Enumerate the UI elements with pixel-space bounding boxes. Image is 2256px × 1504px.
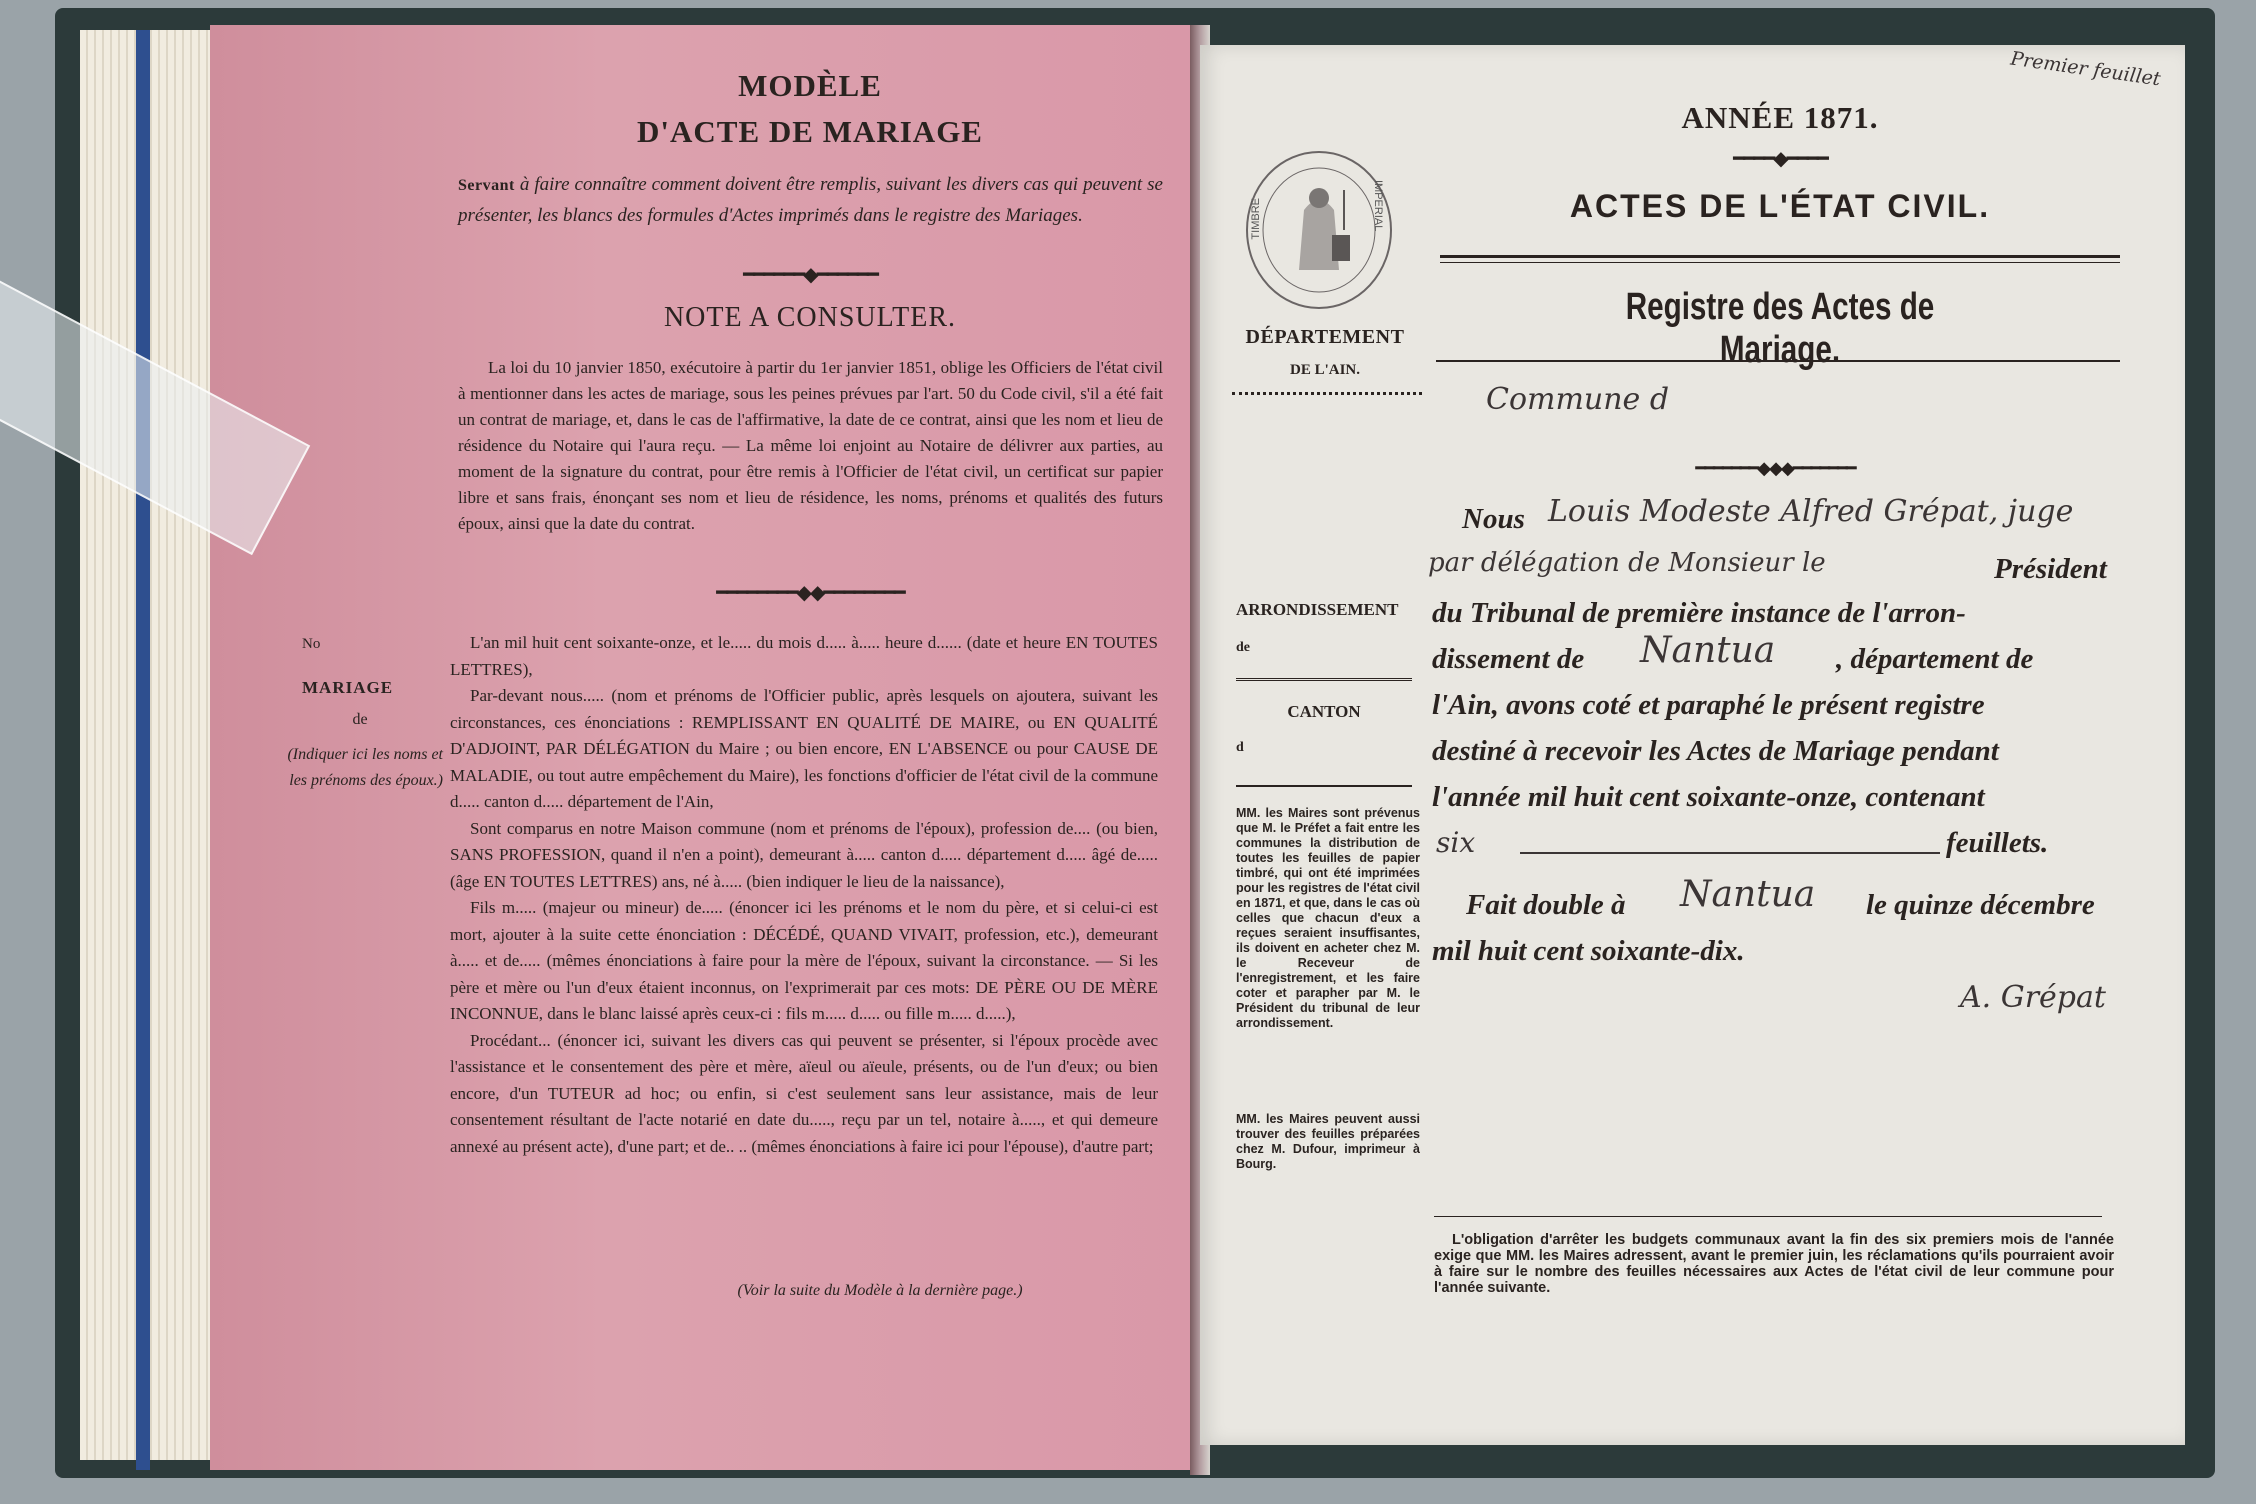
model-paragraphs — [450, 630, 1158, 1160]
margin-de: de — [352, 711, 368, 728]
bookmark-ribbon — [136, 30, 150, 1470]
departement-de-label: , département de — [1836, 643, 2034, 675]
title-rule — [1436, 360, 2120, 362]
canton-d: d — [1236, 740, 1244, 755]
year-text: mil huit cent soixante-dix. — [1432, 935, 1745, 967]
ornament-rule-3: ━━━━◆━━━━ — [1733, 148, 1827, 170]
note-title: NOTE A CONSULTER. — [663, 302, 957, 333]
place-handwritten: Nantua — [1680, 874, 1816, 915]
budget-notice: L'obligation d'arrêter les budgets communaux avant la fin des six premiers mois de l'année exige que MM. les Maires adressent, avant le premier juin, les réclamations qu'ils pourraient avoir à faire sur le nombre des feuilles nécessaires aux Actes de l'état civil de leur commune pour l'année suivante. — [1434, 1232, 2114, 1296]
model-footer: (Voir la suite du Modèle à la dernière page.) — [737, 1282, 1023, 1299]
model-subtitle: Servant à faire connaître comment doivent être remplis, suivant les divers cas qui peuvent se présenter, les blancs des formules d'Actes imprimés dans le registre des Mariages. — [458, 174, 1163, 226]
header-rule — [1440, 255, 2120, 258]
printer-notice: MM. les Maires peuvent aussi trouver des feuilles préparées chez M. Dufour, imprimeur à Bourg. — [1236, 1112, 1420, 1171]
imperial-stamp — [1244, 150, 1394, 310]
model-paragraph: Fils m..... (majeur ou mineur) de..... (énoncer ici les prénoms et le nom du père, et si celui-ci est mort, ajouter à la suite cette énonciation : DÉCÉDÉ, QUAND VIVAIT, profession, etc.), demeurant à..... et de..... (mêmes énonciations à faire pour la mère de l'époux, suivant la circonstance. — Si les père et mère ou l'un d'eux étaient inconnus, on l'exprimerait par ces mots: DE PÈRE OU DE MÈRE INCONNUE, dans le blanc laissé après ceux-ci : fils m..... d..... ou fille m..... d.....), — [450, 898, 1158, 1023]
ornament-rule: ━━━━━━◆━━━━━━ — [743, 264, 877, 286]
register-year: ANNÉE 1871. — [1681, 100, 1879, 135]
nous-label: Nous — [1462, 503, 1525, 535]
president-label: Président — [1994, 553, 2107, 585]
canton-label: CANTON — [1287, 702, 1361, 721]
date-text: le quinze décembre — [1866, 889, 2095, 921]
fait-double-label: Fait double à — [1466, 889, 1626, 921]
commune-label: Commune d — [1486, 382, 1670, 417]
canton-rule — [1236, 785, 1412, 787]
note-text: La loi du 10 janvier 1850, exécutoire à partir du 1er janvier 1851, oblige les Officiers de l'état civil à mentionner dans les actes de mariage, sous les peines prévues par l'art. 50 du Code civil, s'il a été fait un contrat de mariage, et, dans le cas de l'affirmative, la date de ce contrat, ainsi que les nom et lieu de résidence du Notaire qui l'aura reçu. — La même loi enjoint au Notaire de délivrer aux parties, au moment de la signature du contrat, pour être remis à l'Officier de l'état civil, un certificat sur papier libre et sans frais, énonçant ses nom et lieu de résidence, les noms, prénoms et qualités des futurs époux, ainsi que la date du contrat. — [458, 358, 1163, 533]
model-paragraph: Par-devant nous..... (nom et prénoms de l'Officier public, après lesquels on ajoutera, suivant les circonstances, ces énonciations : REMPLISSANT EN QUALITÉ DE MAIRE, ou EN QUALITÉ D'ADJOINT, PAR DÉLÉGATION du Maire ; ou bien encore, EN L'ABSENCE ou pour CAUSE DE MALADIE, ou tout autre empêchement du Maire), les fonctions d'officier de l'état civil de la commune d..... canton d..... département de l'Ain, — [450, 686, 1158, 811]
register-title: Registre des Actes de Mariage. — [1625, 286, 1935, 371]
model-title-line2: D'ACTE DE MARIAGE — [637, 114, 983, 149]
department-label: DÉPARTEMENT — [1245, 326, 1405, 348]
header-rule-thin — [1440, 262, 2120, 263]
feuillets-label: feuillets. — [1946, 827, 2049, 859]
corner-handwritten-note: Premier feuillet — [2009, 47, 2162, 91]
ornament-rule-4: ━━━━━━━◆◆◆━━━━━━━ — [1695, 458, 1855, 478]
dissement-label: dissement de — [1432, 643, 1585, 675]
margin-mariage: MARIAGE — [302, 678, 394, 697]
arrondissement-de: de — [1236, 640, 1250, 655]
model-paragraph: Sont comparus en notre Maison commune (nom et prénoms de l'époux), profession de.... (ou bien, SANS PROFESSION, quand il n'en a point), demeurant à..... canton d..... département d..... âgé de..... (âge EN TOUTES LETTRES) ans, né à..... (bien indiquer le lieu de la naissance), — [450, 818, 1158, 891]
department-value: DE L'AIN. — [1289, 362, 1360, 378]
model-paragraph: L'an mil huit cent soixante-onze, et le..... du mois d..... à..... heure d...... (date et heure EN TOUTES LETTRES), — [450, 633, 1158, 679]
count-line — [1520, 852, 1940, 854]
arrondissement-label: ARRONDISSEMENT — [1236, 600, 1399, 619]
model-paragraph: Procédant... (énoncer ici, suivant les divers cas qui peuvent se présenter, si l'époux procède avec l'assistance et le consentement des père et mère, aïeul ou aïeule, présents, ou de l'un d'eux; ou bien encore, d'un TUTEUR ad hoc; ou enfin, si c'est seulement sans leur assistance, mais de leur consentement résultant de l'acte notarié en date du....., reçu par un tel, notaire à....., et qui demeure annexé au présent acte), d'une part; et de.. .. (mêmes énonciations à faire ici pour l'épouse), d'autre part; — [450, 1030, 1158, 1156]
signature-handwritten: A. Grépat — [1960, 980, 2106, 1015]
model-title-line1: MODÈLE — [738, 68, 882, 103]
judge-name-handwritten: Louis Modeste Alfred Grépat, juge — [1548, 494, 2074, 529]
margin-note: (Indiquer ici les noms et les prénoms des époux.) — [287, 746, 443, 789]
delegation-handwritten: par délégation de Monsieur le — [1428, 548, 1826, 578]
margin-number: No — [302, 636, 321, 652]
tribunal-line: du Tribunal de première instance de l'arron- — [1432, 597, 1966, 629]
ornament-rule-2: ━━━━━━━━◆◆━━━━━━━━ — [716, 582, 904, 604]
annee-line: l'année mil huit cent soixante-onze, contenant — [1432, 781, 1985, 813]
department-rule — [1232, 392, 1422, 395]
stamp-text-left: TIMBRE — [1250, 198, 1262, 240]
ain-line: l'Ain, avons coté et paraphé le présent registre — [1432, 689, 1985, 721]
arrondissement-rule — [1236, 678, 1412, 681]
mayors-notice: MM. les Maires sont prévenus que M. le Préfet a fait entre les communes la distribution de toutes les feuilles de papier timbré, qui ont été imprimées pour les registres de l'état civil en 1871, et que, dans le cas où celles que chacun d'eux a reçues seraient insuffisantes, ils doivent en acheter chez M. le Receveur de l'enregistrement, et les faire coter et parapher par M. le Président du tribunal de leur arrondissement. — [1236, 806, 1420, 1030]
stamp-text-right: IMPERIAL — [1372, 180, 1384, 232]
nantua-handwritten: Nantua — [1640, 630, 1776, 671]
bottom-rule — [1434, 1216, 2102, 1217]
feuillets-count-handwritten: six — [1436, 826, 1476, 859]
register-header: ACTES DE L'ÉTAT CIVIL. — [1569, 188, 1991, 224]
destine-line: destiné à recevoir les Actes de Mariage pendant — [1432, 735, 1999, 767]
